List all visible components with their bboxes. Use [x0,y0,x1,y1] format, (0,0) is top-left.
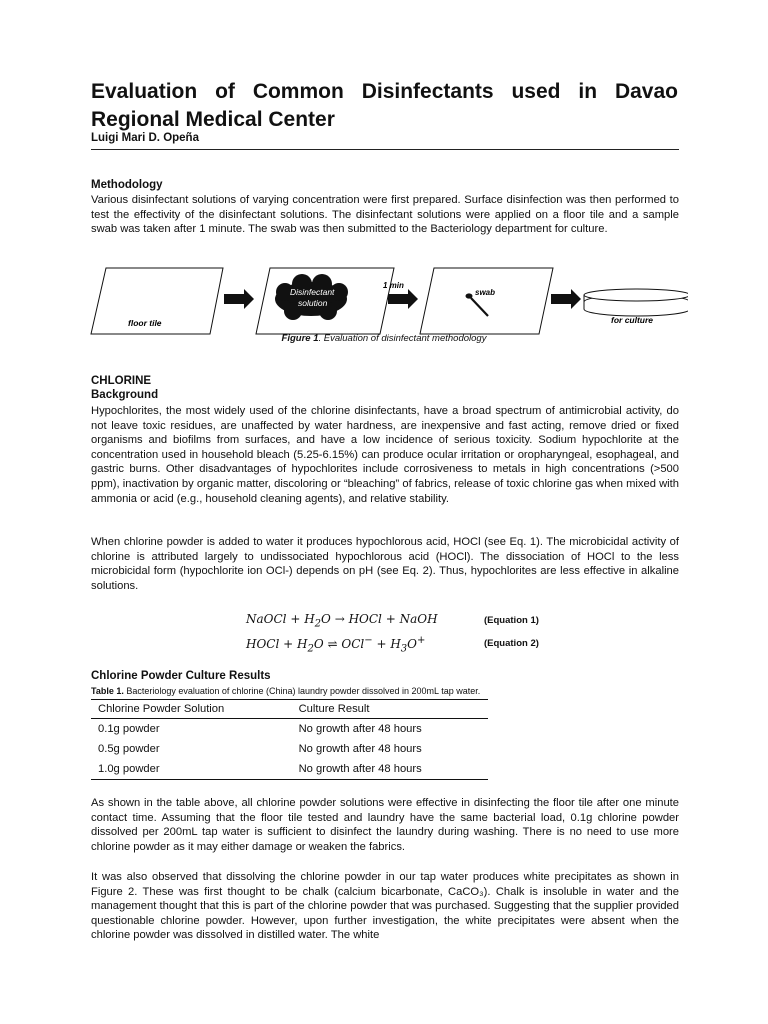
table-cell: 0.1g powder [98,722,160,735]
arrow-2-icon [388,289,418,309]
equation-2-label: (Equation 2) [484,638,539,649]
methodology-heading: Methodology [91,179,163,191]
disinfectant-label-2: solution [298,298,328,308]
figure-caption [0,333,768,344]
arrow-3-icon [551,289,581,309]
precipitate-discussion-text: It was also observed that dissolving the chlorine powder in our tap water produces white precipitates as shown in Figure 2. These was first thought to be chalk (calcium bicarbonate, CaCO₃). Chalk is insoluble in water and the management thought that this is part of the chlorine powder that was purchased. Suggesting that the supplier provided questionable chlorine powder. However, upon further investigation, the white precipitates were absent when the chlorine powder was dissolved in distilled water. The white [91,871,679,942]
background-heading: Background [91,389,159,401]
table-row [91,759,488,780]
document-title [91,78,678,134]
methodology-text: Various disinfectant solutions of varying concentration were first prepared. Surface disinfection was then performed to test the effectivity of the disinfectant solutions. The disinfectant solutions were applied on a floor tile and a sample swab was taken after 1 minute. The swab was then submitted to the Bacteriology department for culture. [91,194,679,236]
table-caption-text: Bacteriology evaluation of chlorine (China) laundry powder dissolved in 200mL tap water. [123,686,481,696]
chlorine-heading: CHLORINE [91,375,152,387]
figure-caption-text: . Evaluation of disinfectant methodology [318,333,487,344]
table-cell: No growth after 48 hours [293,759,488,780]
results-table [91,699,488,780]
equation-2: HOCl + $H_2O$ ⇌ $OCl^- + H_3O^+$ [246,635,426,655]
results-heading: Chlorine Powder Culture Results [91,670,271,682]
petri-dish-icon [584,289,688,316]
table-cell: 1.0g powder [91,759,293,780]
column-header: Culture Result [293,700,488,719]
equation-1-label: (Equation 1) [484,615,539,626]
table-caption [91,686,480,696]
title-line-2: Regional Medical Center [91,108,335,131]
one-minute-label: 1 min [383,281,404,290]
table-cell: No growth after 48 hours [298,722,422,735]
swab-label: swab [475,288,496,297]
table-header-row [91,700,488,719]
floor-tile-label: floor tile [128,318,162,328]
column-header: Chlorine Powder Solution [91,700,293,719]
table-cell: 0.5g powder [98,742,160,755]
for-culture-label: for culture [611,315,654,325]
results-discussion-text: As shown in the table above, all chlorine powder solutions were effective in disinfecting the floor tile after one minute contact time. Assuming that the floor tile tested and laundry have the same bacterial load, 0.1g chlorine powder dissolved per 200mL tap water is sufficient to disinfect the laundry during washing. There is no need to use more chlorine powder as it may either damage or weaken the fabrics. [91,797,679,853]
figure-caption-label: Figure 1 [281,333,319,344]
chlorine-background-text: Hypochlorites, the most widely used of the chlorine disinfectants, have a broad spectrum of antimicrobial activity, do not leave toxic residues, are unaffected by water hardness, are inexpensive and fast acting, remove dried or fixed organisms and biofilms from surfaces, and have a low incidence of serious toxicity. Sodium hypochlorite at the concentration used in household bleach (5.25-6.15%) can produce ocular irritation or oropharyngeal, esophageal, and gastric burns. Other disadvantages of hypochlorites include corrosiveness to metals in high concentrations (>500 ppm), inactivation by organic matter, discoloring or “bleaching” of fabrics, release of toxic chlorine gas when mixed with ammonia or acid (e.g., household cleaning agents), and relative stability. [91,405,679,505]
table-cell: No growth after 48 hours [298,742,422,755]
equation-1: NaOCl + $H_2O$ → HOCl + NaOH [246,612,438,630]
author-name: Luigi Mari D. Opeña [91,132,199,144]
arrow-1-icon [224,289,254,309]
table-caption-label: Table 1. [91,686,124,696]
title-line-1: Evaluation of Common Disinfectants used in Davao [91,80,678,103]
title-rule [91,149,679,150]
disinfectant-label-1: Disinfectant [290,287,335,297]
table-row [91,719,488,740]
tile-3-shape [420,268,553,334]
chlorine-hocl-text: When chlorine powder is added to water it produces hypochlorous acid, HOCl (see Eq. 1). The microbicidal activity of chlorine is attributed largely to undissociated hypochlorous acid (HOCl). The dissociation of HOCl to the less microbicidal form (hypochlorite ion OCl-) depends on pH (see Eq. 2). Thus, hypochlorites are less effective in alkaline solutions. [91,536,679,592]
table-row [91,739,488,759]
